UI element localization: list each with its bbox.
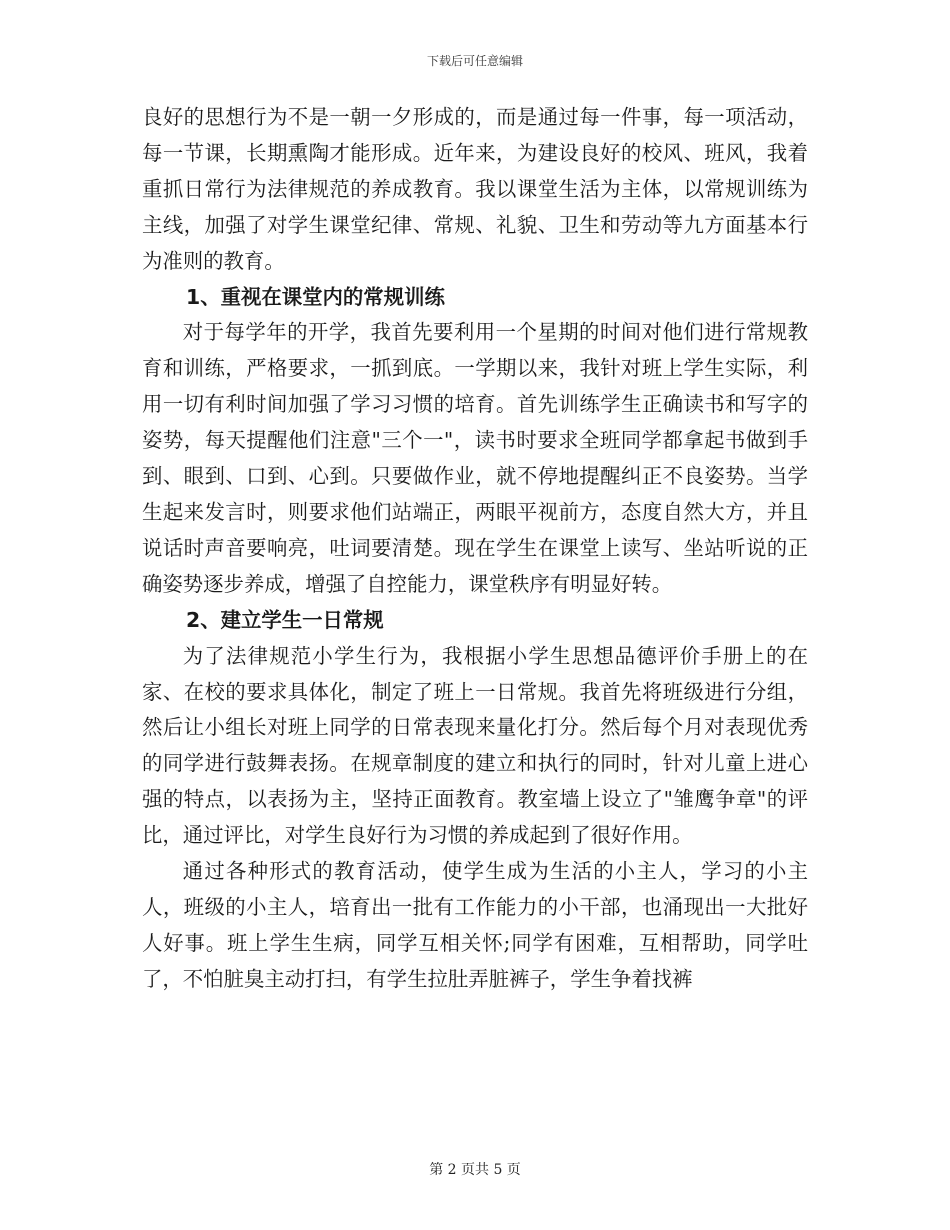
paragraph-section-2: 为了法律规范小学生行为，我根据小学生思想品德评价手册上的在家、在校的要求具体化，制定了班上一日常规。我首先将班级进行分组，然后让小组长对班上同学的日常表现来量化打分。然后每个月对表现优秀的同学进行鼓舞表扬。在规章制度的建立和执行的同时，针对儿童上进心强的特点，以表扬为主，坚持正面教育。教室墙上设立了"雏鹰争章"的评比，通过评比，对学生良好行为习惯的养成起到了很好作用。 bbox=[142, 643, 808, 848]
page-header: 下载后可任意编辑 bbox=[426, 54, 523, 68]
paragraph-intro: 良好的思想行为不是一朝一夕形成的，而是通过每一件事，每一项活动，每一节课，长期熏陶才能形成。近年来，为建设良好的校风、班风，我着重抓日常行为法律规范的养成教育。我以课堂生活为主体，以常规训练为主线，加强了对学生课堂纪律、常规、礼貌、卫生和劳动等九方面基本行为准则的教育。 bbox=[142, 105, 808, 273]
section-heading-1: 1、重视在课堂内的常规训练 bbox=[186, 284, 445, 309]
paragraph-section-1: 对于每学年的开学，我首先要利用一个星期的时间对他们进行常规教育和训练，严格要求，一抓到底。一学期以来，我针对班上学生实际，利用一切有利时间加强了学习习惯的培育。首先训练学生正确读书和写字的姿势，每天提醒他们注意"三个一"，读书时要求全班同学都拿起书做到手到、眼到、口到、心到。只要做作业，就不停地提醒纠正不良姿势。当学生起来发言时，则要求他们站端正，两眼平视前方，态度自然大方，并且说话时声音要响亮，吐词要清楚。现在学生在课堂上读写、坐站听说的正确姿势逐步养成，增强了自控能力，课堂秩序有明显好转。 bbox=[142, 320, 808, 596]
paragraph-activities: 通过各种形式的教育活动，使学生成为生活的小主人，学习的小主人，班级的小主人，培育出一批有工作能力的小干部，也涌现出一大批好人好事。班上学生生病，同学互相关怀;同学有困难，互相帮助，同学吐了，不怕脏臭主动打扫，有学生拉肚弄脏裤子，学生争着找裤 bbox=[142, 859, 808, 991]
document-body bbox=[142, 100, 808, 998]
section-heading-2: 2、建立学生一日常规 bbox=[186, 607, 384, 632]
page-footer: 第 2 页共 5 页 bbox=[429, 1162, 521, 1178]
